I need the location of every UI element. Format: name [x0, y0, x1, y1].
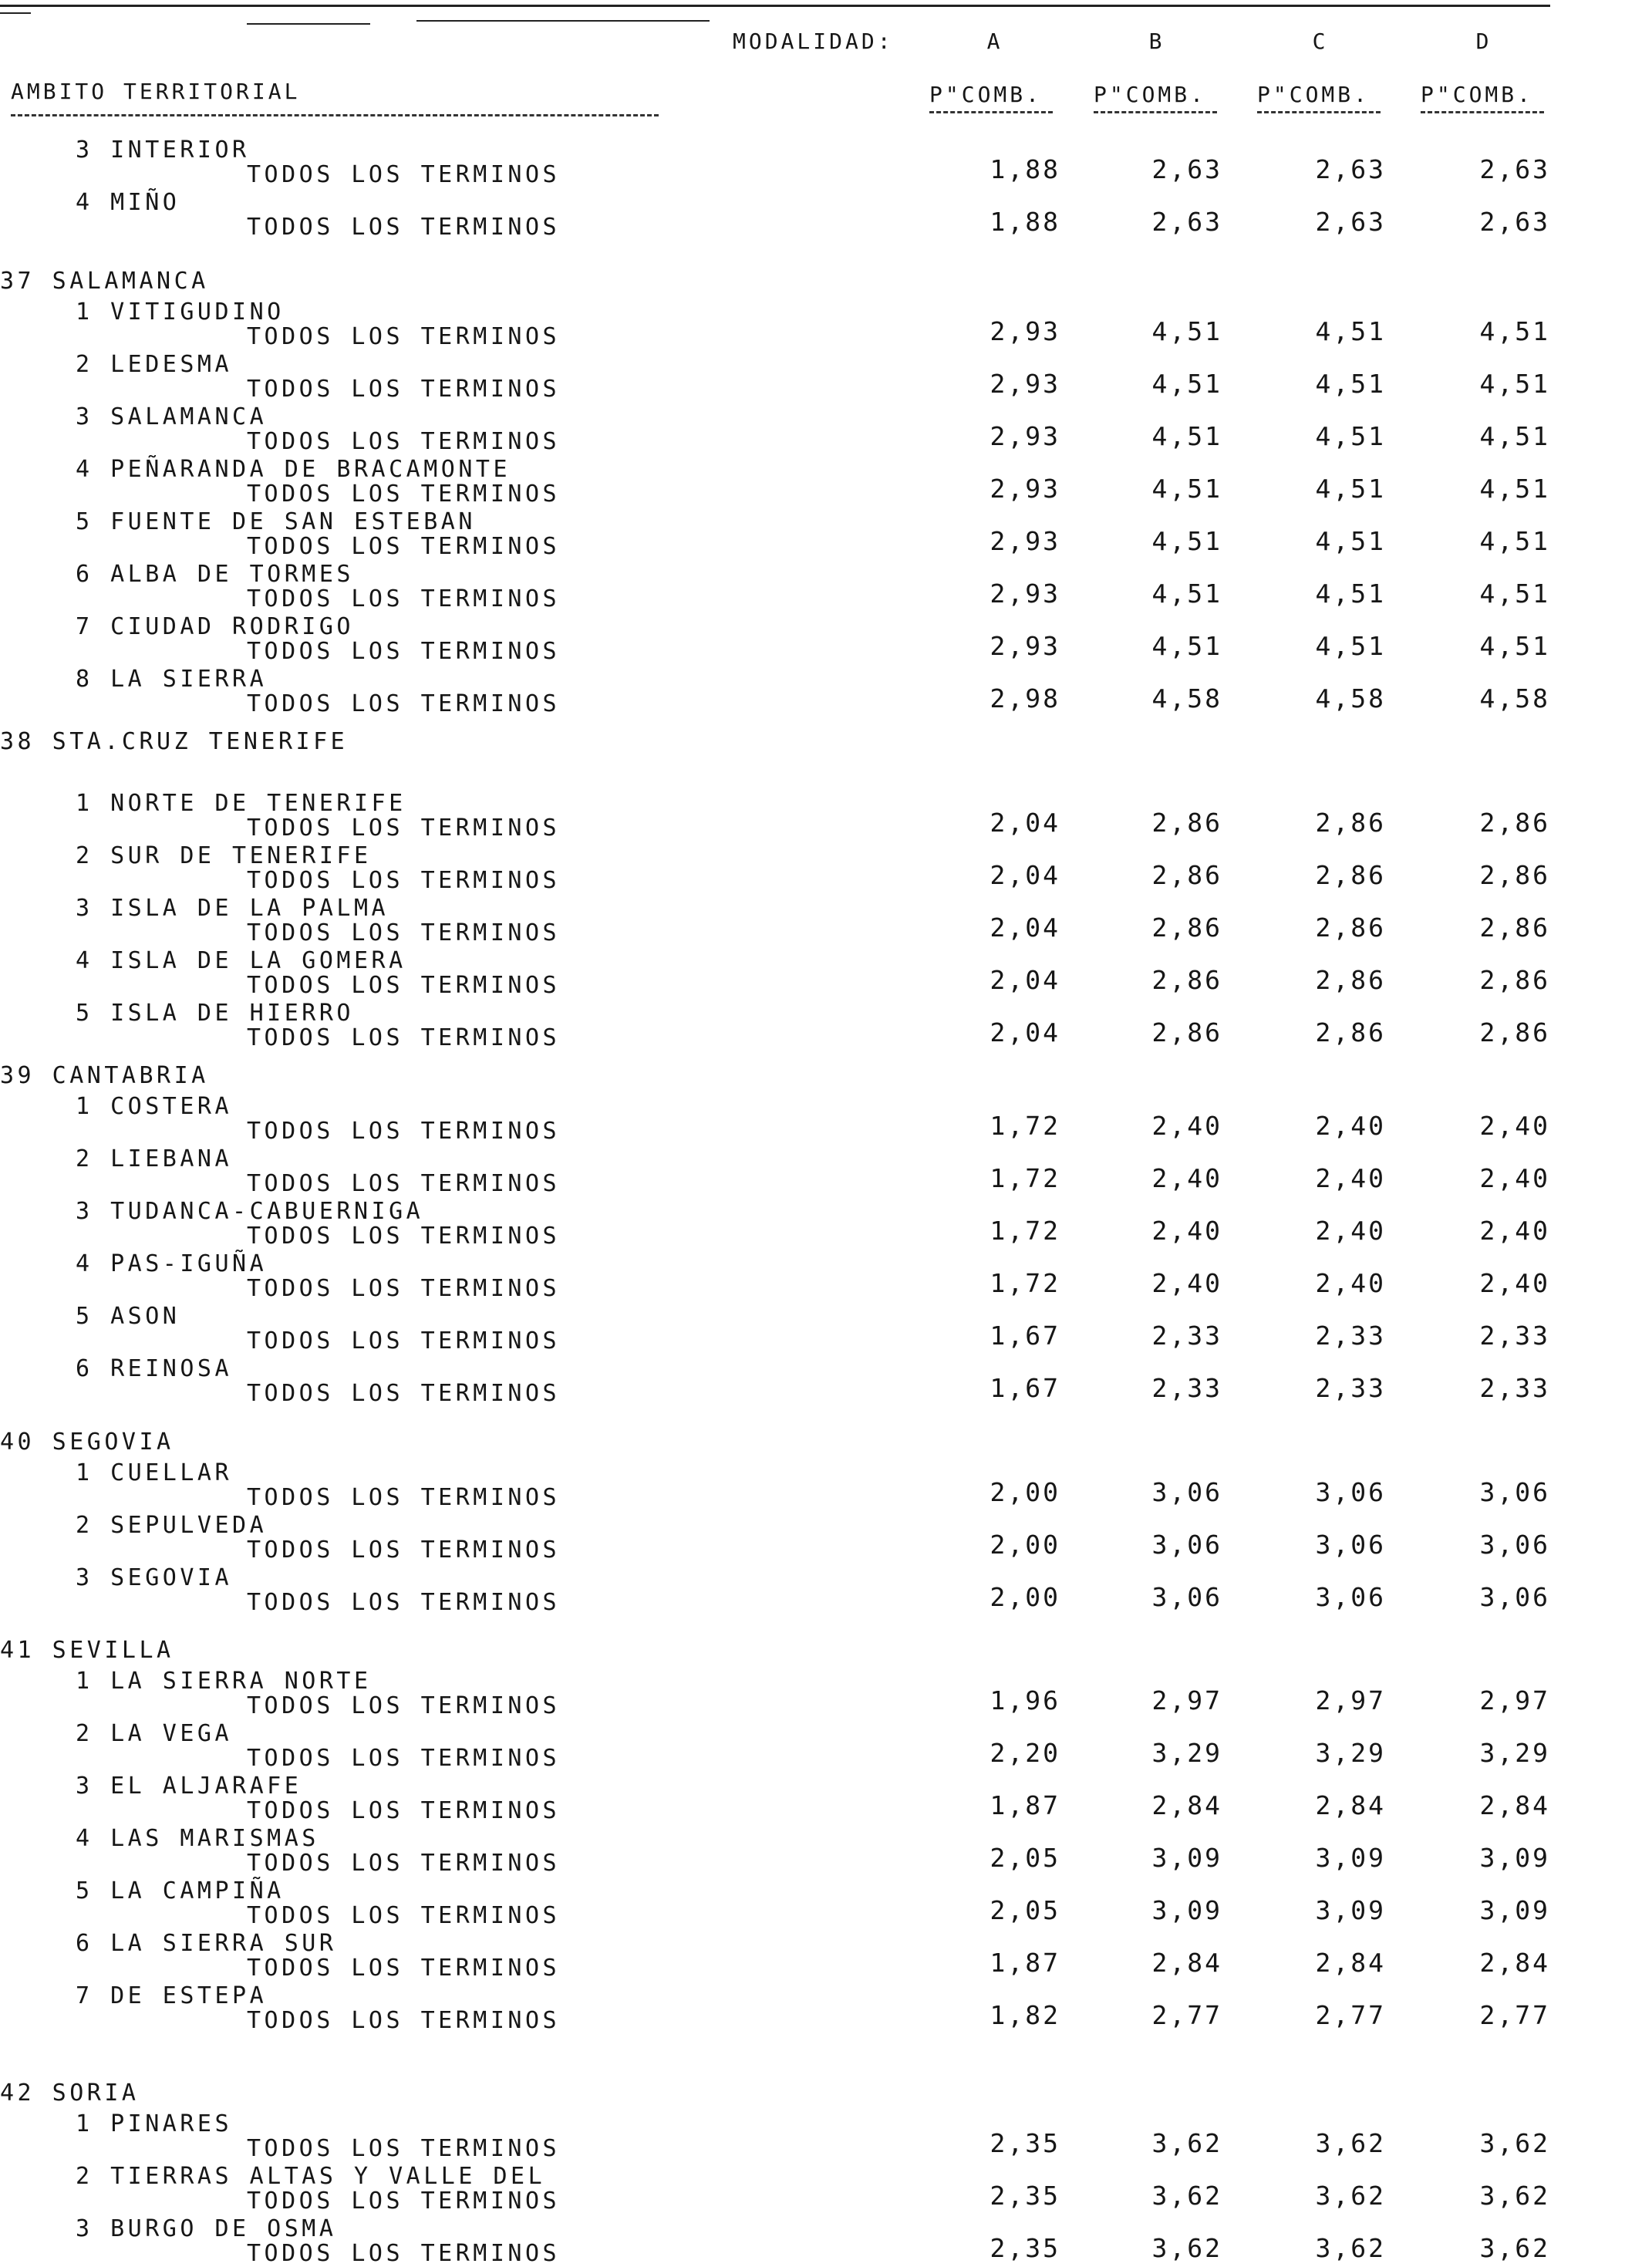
comarca-label: 6 ALBA DE TORMES — [76, 561, 354, 588]
province-title: 37 SALAMANCA — [0, 268, 209, 295]
comarca-label: 1 NORTE DE TENERIFE — [76, 790, 406, 817]
terminos-label: TODOS LOS TERMINOS — [247, 2188, 561, 2215]
value-cell-d: 2,84 — [1479, 1790, 1550, 1820]
value-cell-c: 2,86 — [1315, 965, 1386, 995]
value-cell-c: 2,86 — [1315, 808, 1386, 838]
value-cell-c: 2,33 — [1315, 1321, 1386, 1351]
value-cell-c: 4,51 — [1315, 526, 1386, 556]
value-cell-a: 2,05 — [990, 1895, 1060, 1925]
value-cell-b: 2,86 — [1151, 1017, 1222, 1047]
value-cell-c: 3,62 — [1315, 2181, 1386, 2211]
value-cell-a: 1,67 — [990, 1373, 1060, 1403]
value-cell-b: 3,62 — [1151, 2233, 1222, 2263]
value-cell-a: 1,88 — [990, 207, 1060, 237]
value-cell-a: 2,04 — [990, 808, 1060, 838]
value-cell-a: 2,93 — [990, 526, 1060, 556]
value-cell-d: 2,40 — [1479, 1268, 1550, 1298]
value-cell-d: 2,33 — [1479, 1321, 1550, 1351]
value-cell-a: 2,93 — [990, 421, 1060, 451]
column-header-a: A — [986, 29, 1003, 54]
value-cell-a: 2,04 — [990, 860, 1060, 890]
comarca-label: 6 LA SIERRA SUR — [76, 1930, 337, 1957]
value-cell-a: 2,04 — [990, 1017, 1060, 1047]
terminos-label: TODOS LOS TERMINOS — [247, 1275, 561, 1302]
value-cell-c: 4,51 — [1315, 631, 1386, 661]
value-cell-d: 3,62 — [1479, 2128, 1550, 2158]
value-cell-b: 2,40 — [1151, 1163, 1222, 1193]
value-cell-d: 2,40 — [1479, 1216, 1550, 1246]
value-cell-a: 2,04 — [990, 913, 1060, 943]
comarca-label: 4 PEÑARANDA DE BRACAMONTE — [76, 456, 511, 483]
value-cell-c: 2,40 — [1315, 1111, 1386, 1141]
value-cell-d: 3,62 — [1479, 2233, 1550, 2263]
terminos-label: TODOS LOS TERMINOS — [247, 1223, 561, 1250]
value-cell-c: 3,09 — [1315, 1843, 1386, 1873]
value-cell-d: 4,58 — [1479, 683, 1550, 713]
value-cell-a: 2,93 — [990, 474, 1060, 504]
value-cell-c: 3,06 — [1315, 1582, 1386, 1612]
value-cell-b: 2,84 — [1151, 1790, 1222, 1820]
comarca-label: 5 LA CAMPIÑA — [76, 1877, 285, 1904]
value-cell-b: 4,51 — [1151, 526, 1222, 556]
terminos-label: TODOS LOS TERMINOS — [247, 1850, 561, 1877]
value-cell-c: 3,09 — [1315, 1895, 1386, 1925]
value-cell-c: 2,86 — [1315, 913, 1386, 943]
terminos-label: TODOS LOS TERMINOS — [247, 867, 561, 894]
comarca-label: 1 LA SIERRA NORTE — [76, 1668, 372, 1695]
value-cell-b: 2,84 — [1151, 1948, 1222, 1978]
terminos-label: TODOS LOS TERMINOS — [247, 1745, 561, 1772]
value-cell-c: 4,51 — [1315, 316, 1386, 346]
value-cell-a: 2,93 — [990, 369, 1060, 399]
comarca-label: 2 LEDESMA — [76, 351, 233, 378]
modalidad-label: MODALIDAD: — [733, 29, 894, 54]
value-cell-a: 1,72 — [990, 1268, 1060, 1298]
value-cell-d: 3,09 — [1479, 1843, 1550, 1873]
comarca-label: 1 VITIGUDINO — [76, 299, 285, 326]
subheader-d-underline — [1421, 111, 1544, 113]
terminos-label: TODOS LOS TERMINOS — [247, 376, 561, 403]
value-cell-b: 4,51 — [1151, 369, 1222, 399]
subheader-a: P"COMB. — [929, 82, 1043, 107]
value-cell-d: 4,51 — [1479, 631, 1550, 661]
terminos-label: TODOS LOS TERMINOS — [247, 533, 561, 560]
value-cell-c: 3,62 — [1315, 2128, 1386, 2158]
subheader-b: P"COMB. — [1094, 82, 1207, 107]
comarca-label: 3 ISLA DE LA PALMA — [76, 895, 389, 922]
value-cell-d: 3,29 — [1479, 1738, 1550, 1768]
terminos-label: TODOS LOS TERMINOS — [247, 1692, 561, 1719]
terminos-label: TODOS LOS TERMINOS — [247, 323, 561, 350]
subheader-b-underline — [1094, 111, 1217, 113]
value-cell-b: 2,40 — [1151, 1268, 1222, 1298]
value-cell-b: 4,51 — [1151, 421, 1222, 451]
value-cell-b: 3,06 — [1151, 1477, 1222, 1507]
value-cell-a: 2,93 — [990, 316, 1060, 346]
value-cell-b: 3,29 — [1151, 1738, 1222, 1768]
ambito-territorial-label: AMBITO TERRITORIAL — [11, 79, 301, 104]
value-cell-a: 2,05 — [990, 1843, 1060, 1873]
terminos-label: TODOS LOS TERMINOS — [247, 919, 561, 946]
value-cell-c: 2,97 — [1315, 1685, 1386, 1715]
value-cell-a: 2,04 — [990, 965, 1060, 995]
value-cell-c: 2,84 — [1315, 1790, 1386, 1820]
comarca-label: 1 PINARES — [76, 2110, 233, 2137]
ambito-underline — [11, 114, 659, 116]
value-cell-a: 2,35 — [990, 2233, 1060, 2263]
column-header-c: C — [1312, 29, 1329, 54]
value-cell-d: 2,77 — [1479, 2000, 1550, 2030]
comarca-label: 3 INTERIOR — [76, 137, 250, 164]
value-cell-b: 2,86 — [1151, 913, 1222, 943]
top-rule — [0, 5, 1550, 7]
value-cell-c: 4,51 — [1315, 579, 1386, 609]
value-cell-a: 1,72 — [990, 1163, 1060, 1193]
terminos-label: TODOS LOS TERMINOS — [247, 585, 561, 612]
value-cell-c: 4,58 — [1315, 683, 1386, 713]
value-cell-c: 2,63 — [1315, 154, 1386, 184]
value-cell-a: 1,67 — [990, 1321, 1060, 1351]
terminos-label: TODOS LOS TERMINOS — [247, 1327, 561, 1354]
comarca-label: 6 REINOSA — [76, 1355, 233, 1382]
terminos-label: TODOS LOS TERMINOS — [247, 1118, 561, 1145]
value-cell-b: 4,51 — [1151, 474, 1222, 504]
comarca-label: 5 ISLA DE HIERRO — [76, 1000, 354, 1027]
value-cell-b: 3,09 — [1151, 1843, 1222, 1873]
comarca-label: 3 EL ALJARAFE — [76, 1773, 302, 1800]
province-title: 42 SORIA — [0, 2080, 140, 2107]
comarca-label: 7 CIUDAD RODRIGO — [76, 613, 354, 640]
comarca-label: 5 ASON — [76, 1303, 180, 1330]
comarca-label: 2 SEPULVEDA — [76, 1512, 268, 1539]
value-cell-a: 2,93 — [990, 631, 1060, 661]
value-cell-a: 2,35 — [990, 2128, 1060, 2158]
value-cell-b: 2,33 — [1151, 1321, 1222, 1351]
subheader-a-underline — [929, 111, 1053, 113]
header-stroke-right — [416, 20, 710, 22]
value-cell-a: 1,87 — [990, 1790, 1060, 1820]
comarca-label: 4 LAS MARISMAS — [76, 1825, 319, 1852]
value-cell-c: 4,51 — [1315, 421, 1386, 451]
value-cell-b: 3,06 — [1151, 1530, 1222, 1560]
terminos-label: TODOS LOS TERMINOS — [247, 1797, 561, 1824]
comarca-label: 7 DE ESTEPA — [76, 1982, 268, 2009]
value-cell-a: 2,00 — [990, 1530, 1060, 1560]
comarca-label: 1 COSTERA — [76, 1093, 233, 1120]
value-cell-b: 3,62 — [1151, 2181, 1222, 2211]
value-cell-d: 2,97 — [1479, 1685, 1550, 1715]
terminos-label: TODOS LOS TERMINOS — [247, 161, 561, 188]
value-cell-d: 3,09 — [1479, 1895, 1550, 1925]
comarca-label: 4 MIÑO — [76, 189, 180, 216]
value-cell-b: 2,40 — [1151, 1111, 1222, 1141]
province-title: 39 CANTABRIA — [0, 1062, 209, 1089]
terminos-label: TODOS LOS TERMINOS — [247, 1380, 561, 1407]
value-cell-b: 2,33 — [1151, 1373, 1222, 1403]
terminos-label: TODOS LOS TERMINOS — [247, 428, 561, 455]
value-cell-b: 2,86 — [1151, 965, 1222, 995]
value-cell-d: 2,84 — [1479, 1948, 1550, 1978]
value-cell-c: 2,86 — [1315, 860, 1386, 890]
value-cell-a: 1,72 — [990, 1111, 1060, 1141]
value-cell-d: 3,06 — [1479, 1530, 1550, 1560]
comarca-label: 3 TUDANCA-CABUERNIGA — [76, 1198, 424, 1225]
province-title: 38 STA.CRUZ TENERIFE — [0, 728, 349, 755]
value-cell-d: 4,51 — [1479, 474, 1550, 504]
value-cell-d: 4,51 — [1479, 316, 1550, 346]
terminos-label: TODOS LOS TERMINOS — [247, 1589, 561, 1616]
value-cell-c: 3,06 — [1315, 1530, 1386, 1560]
province-title: 40 SEGOVIA — [0, 1429, 174, 1456]
comarca-label: 2 SUR DE TENERIFE — [76, 842, 372, 869]
terminos-label: TODOS LOS TERMINOS — [247, 481, 561, 508]
value-cell-b: 2,40 — [1151, 1216, 1222, 1246]
terminos-label: TODOS LOS TERMINOS — [247, 1170, 561, 1197]
value-cell-d: 2,63 — [1479, 207, 1550, 237]
value-cell-a: 2,00 — [990, 1582, 1060, 1612]
value-cell-d: 3,62 — [1479, 2181, 1550, 2211]
terminos-label: TODOS LOS TERMINOS — [247, 1024, 561, 1051]
value-cell-b: 2,63 — [1151, 154, 1222, 184]
comarca-label: 8 LA SIERRA — [76, 666, 268, 693]
comarca-label: 3 BURGO DE OSMA — [76, 2215, 337, 2242]
value-cell-b: 2,63 — [1151, 207, 1222, 237]
terminos-label: TODOS LOS TERMINOS — [247, 815, 561, 842]
value-cell-c: 4,51 — [1315, 369, 1386, 399]
value-cell-c: 2,86 — [1315, 1017, 1386, 1047]
value-cell-d: 2,86 — [1479, 965, 1550, 995]
terminos-label: TODOS LOS TERMINOS — [247, 1484, 561, 1511]
top-rule-secondary — [0, 12, 31, 14]
column-header-b: B — [1148, 29, 1165, 54]
value-cell-b: 2,86 — [1151, 808, 1222, 838]
value-cell-d: 4,51 — [1479, 579, 1550, 609]
value-cell-a: 2,98 — [990, 683, 1060, 713]
comarca-label: 4 PAS-IGUÑA — [76, 1250, 268, 1277]
value-cell-c: 2,84 — [1315, 1948, 1386, 1978]
subheader-d: P"COMB. — [1421, 82, 1534, 107]
value-cell-a: 1,82 — [990, 2000, 1060, 2030]
value-cell-b: 2,77 — [1151, 2000, 1222, 2030]
value-cell-d: 3,06 — [1479, 1477, 1550, 1507]
value-cell-d: 4,51 — [1479, 421, 1550, 451]
value-cell-c: 3,06 — [1315, 1477, 1386, 1507]
terminos-label: TODOS LOS TERMINOS — [247, 2135, 561, 2162]
value-cell-a: 1,88 — [990, 154, 1060, 184]
comarca-label: 3 SALAMANCA — [76, 403, 268, 430]
value-cell-c: 3,29 — [1315, 1738, 1386, 1768]
terminos-label: TODOS LOS TERMINOS — [247, 1955, 561, 1982]
value-cell-d: 2,40 — [1479, 1163, 1550, 1193]
value-cell-c: 3,62 — [1315, 2233, 1386, 2263]
comarca-label: 3 SEGOVIA — [76, 1564, 233, 1591]
value-cell-d: 2,86 — [1479, 808, 1550, 838]
value-cell-c: 2,63 — [1315, 207, 1386, 237]
value-cell-d: 2,86 — [1479, 860, 1550, 890]
terminos-label: TODOS LOS TERMINOS — [247, 972, 561, 999]
comarca-label: 4 ISLA DE LA GOMERA — [76, 947, 406, 974]
value-cell-b: 2,86 — [1151, 860, 1222, 890]
comarca-label: 5 FUENTE DE SAN ESTEBAN — [76, 508, 476, 535]
comarca-label: 2 LA VEGA — [76, 1720, 233, 1747]
value-cell-b: 4,58 — [1151, 683, 1222, 713]
province-title: 41 SEVILLA — [0, 1637, 174, 1664]
value-cell-a: 1,72 — [990, 1216, 1060, 1246]
value-cell-b: 3,09 — [1151, 1895, 1222, 1925]
value-cell-c: 4,51 — [1315, 474, 1386, 504]
terminos-label: TODOS LOS TERMINOS — [247, 690, 561, 717]
terminos-label: TODOS LOS TERMINOS — [247, 214, 561, 241]
terminos-label: TODOS LOS TERMINOS — [247, 1902, 561, 1929]
value-cell-a: 2,20 — [990, 1738, 1060, 1768]
value-cell-d: 4,51 — [1479, 369, 1550, 399]
value-cell-d: 3,06 — [1479, 1582, 1550, 1612]
terminos-label: TODOS LOS TERMINOS — [247, 638, 561, 665]
value-cell-a: 1,96 — [990, 1685, 1060, 1715]
terminos-label: TODOS LOS TERMINOS — [247, 1537, 561, 1564]
value-cell-d: 2,86 — [1479, 913, 1550, 943]
value-cell-b: 4,51 — [1151, 631, 1222, 661]
value-cell-d: 4,51 — [1479, 526, 1550, 556]
header-stroke — [247, 23, 370, 25]
value-cell-b: 3,06 — [1151, 1582, 1222, 1612]
terminos-label: TODOS LOS TERMINOS — [247, 2007, 561, 2034]
value-cell-b: 4,51 — [1151, 579, 1222, 609]
value-cell-a: 2,00 — [990, 1477, 1060, 1507]
subheader-c-underline — [1257, 111, 1381, 113]
column-header-d: D — [1475, 29, 1492, 54]
comarca-label: 2 TIERRAS ALTAS Y VALLE DEL — [76, 2163, 546, 2190]
value-cell-c: 2,40 — [1315, 1216, 1386, 1246]
comarca-label: 2 LIEBANA — [76, 1145, 233, 1172]
value-cell-d: 2,86 — [1479, 1017, 1550, 1047]
value-cell-a: 2,93 — [990, 579, 1060, 609]
value-cell-d: 2,40 — [1479, 1111, 1550, 1141]
value-cell-d: 2,63 — [1479, 154, 1550, 184]
value-cell-c: 2,40 — [1315, 1163, 1386, 1193]
value-cell-a: 2,35 — [990, 2181, 1060, 2211]
value-cell-c: 2,40 — [1315, 1268, 1386, 1298]
value-cell-c: 2,77 — [1315, 2000, 1386, 2030]
value-cell-b: 4,51 — [1151, 316, 1222, 346]
value-cell-c: 2,33 — [1315, 1373, 1386, 1403]
subheader-c: P"COMB. — [1257, 82, 1370, 107]
value-cell-a: 1,87 — [990, 1948, 1060, 1978]
value-cell-b: 3,62 — [1151, 2128, 1222, 2158]
value-cell-b: 2,97 — [1151, 1685, 1222, 1715]
value-cell-d: 2,33 — [1479, 1373, 1550, 1403]
comarca-label: 1 CUELLAR — [76, 1459, 233, 1486]
terminos-label: TODOS LOS TERMINOS — [247, 2240, 561, 2267]
